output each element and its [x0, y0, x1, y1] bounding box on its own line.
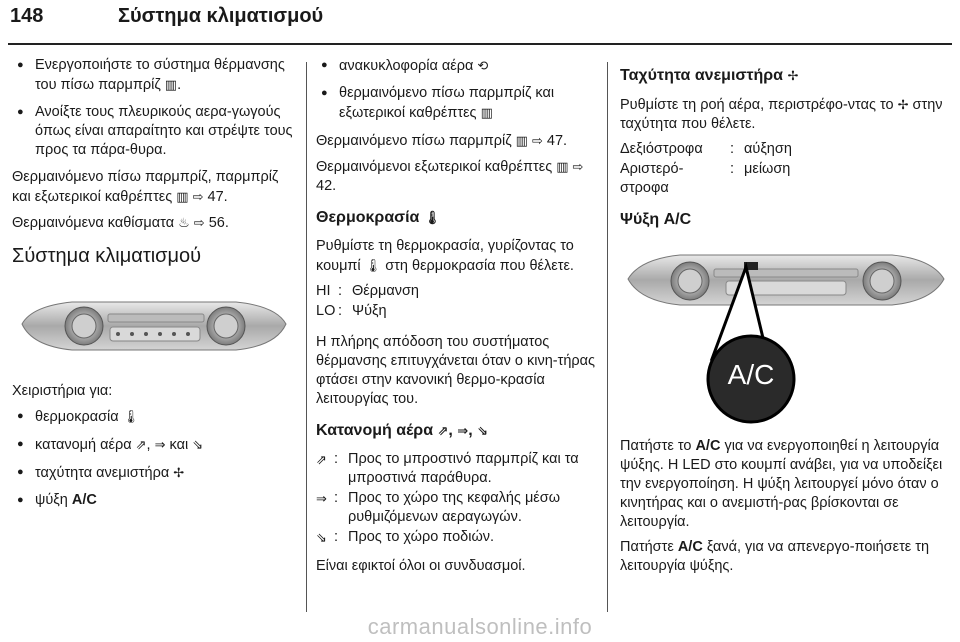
- definition-row: ⇒ : Προς το χώρο της κεφαλής μέσω ρυθμιζόμενων αεραγωγών.: [316, 490, 561, 525]
- ac-callout-label: A/C: [727, 359, 775, 390]
- paragraph: Θερμαινόμενο πίσω παρμπρίζ, παρμπρίζ και εξωτερικοί καθρέπτες ▥ ⇨ 47.: [12, 169, 279, 205]
- rear-defrost-icon: ▥: [515, 133, 528, 148]
- column-3: [620, 56, 950, 582]
- recirculation-icon: ⟲: [477, 58, 489, 73]
- column-divider-2: [607, 62, 608, 612]
- feet-airflow-icon: ⇘: [192, 437, 204, 452]
- list-item: ● ανακυκλοφορία αέρα ⟲: [316, 56, 600, 76]
- paragraph: Ρυθμίστε τη ροή αέρα, περιστρέφο-ντας το ✢ στην ταχύτητα που θέλετε.: [620, 97, 943, 132]
- thermometer-icon: 🌡: [364, 258, 382, 273]
- definition-row: Αριστερό-στροφα : μείωση: [620, 161, 791, 196]
- list-item: ● ψύξη A/C: [12, 491, 296, 510]
- definition-row: ⇗ : Προς το μπροστινό παρμπρίζ και τα μπροστινά παράθυρα.: [316, 451, 579, 486]
- paragraph: Θερμαινόμενοι εξωτερικοί καθρέπτες ▥ ⇨ 42.: [316, 159, 584, 194]
- paragraph: Θερμαινόμενα καθίσματα ♨ ⇨ 56.: [12, 215, 229, 231]
- section-heading: Κατανομή αέρα ⇗, ⇒, ⇘: [316, 422, 488, 439]
- definition-row: Δεξιόστροφα : αύξηση: [620, 141, 792, 157]
- section-heading: Ψύξη A/C: [620, 211, 692, 228]
- paragraph: Θερμαινόμενο πίσω παρμπρίζ ▥ ⇨ 47.: [316, 133, 568, 149]
- header-rule: [8, 43, 952, 45]
- seat-heat-icon: ♨: [178, 215, 190, 230]
- defrost-icon: ▥: [176, 189, 189, 204]
- head-airflow-icon: ⇒: [457, 423, 469, 438]
- page-title: Σύστημα κλιματισμού: [118, 5, 324, 27]
- feet-airflow-icon: ⇘: [477, 423, 488, 438]
- mirror-heat-icon: ▥: [556, 159, 569, 174]
- list-item: ● κατανομή αέρα ⇗, ⇒ και ⇘: [12, 435, 296, 455]
- paragraph: Η πλήρης απόδοση του συστήματος θέρμανσης επιτυγχάνεται όταν ο κινη-τήρας φτάσει στην κανονική θερμο-κρασία λειτουργίας του.: [316, 334, 596, 407]
- paragraph: Πατήστε A/C ξανά, για να απενεργο-ποιήσετε τη λειτουργία ψύξης.: [620, 539, 930, 574]
- fan-icon: ✢: [173, 465, 185, 480]
- footer-watermark: carmanualsonline.info: [367, 614, 593, 639]
- paragraph: Ρυθμίστε τη θερμοκρασία, γυρίζοντας το κουμπί 🌡 στη θερμοκρασία που θέλετε.: [316, 238, 574, 274]
- arrow-ref-icon: ⇨: [572, 159, 584, 174]
- page-number: 148: [10, 5, 44, 27]
- column-2: [316, 56, 600, 582]
- rear-defrost-icon: ▥: [480, 105, 493, 120]
- feet-airflow-icon: ⇘: [316, 530, 327, 545]
- controls-intro: Χειριστήρια για:: [12, 383, 113, 399]
- head-airflow-icon: ⇒: [154, 437, 166, 452]
- arrow-ref-icon: ⇨: [193, 215, 205, 230]
- fan-icon: ✢: [897, 97, 909, 112]
- thermometer-icon: 🌡: [423, 210, 441, 225]
- windshield-airflow-icon: ⇗: [135, 437, 147, 452]
- head-airflow-icon: ⇒: [316, 491, 327, 506]
- list-item: ● Ενεργοποιήστε το σύστημα θέρμανσης του πίσω παρμπρίζ ▥.: [12, 56, 296, 95]
- arrow-ref-icon: ⇨: [192, 189, 204, 204]
- definition-row: HI : Θέρμανση: [316, 283, 419, 299]
- definition-row: LO : Ψύξη: [316, 303, 387, 319]
- list-item: ● θερμοκρασία 🌡: [12, 407, 296, 427]
- paragraph: Πατήστε το A/C για να ενεργοποιηθεί η λειτουργία ψύξης. Η LED στο κουμπί ανάβει, για να υποδείξει την ενεργοποίηση. Η ψύξη λειτουργεί μόνο όταν ο κινητήρας και ο ανεμιστή-ρας βρίσκονται σε λειτουργία.: [620, 438, 943, 530]
- list-item: ● θερμαινόμενο πίσω παρμπρίζ και εξωτερικοί καθρέπτες ▥: [316, 84, 600, 123]
- definition-row: ⇘ : Προς το χώρο ποδιών.: [316, 529, 495, 545]
- fan-icon: ✢: [787, 68, 799, 83]
- climate-panel-illustration: [12, 266, 296, 376]
- ac-panel-illustration: [620, 239, 952, 429]
- section-heading: Σύστημα κλιματισμού: [12, 245, 202, 267]
- paragraph: Είναι εφικτοί όλοι οι συνδυασμοί.: [316, 558, 526, 574]
- section-heading: Ταχύτητα ανεμιστήρα ✢: [620, 67, 799, 84]
- column-divider-1: [306, 62, 307, 612]
- thermometer-icon: 🌡: [122, 409, 140, 424]
- windshield-airflow-icon: ⇗: [437, 423, 449, 438]
- rear-defrost-icon: ▥: [164, 77, 178, 92]
- ac-panel-drawing: [620, 239, 952, 429]
- column-1: [12, 56, 296, 518]
- list-item: ● ταχύτητα ανεμιστήρα ✢: [12, 463, 296, 483]
- section-heading: Θερμοκρασία 🌡: [316, 209, 441, 226]
- windshield-airflow-icon: ⇗: [316, 452, 327, 467]
- arrow-ref-icon: ⇨: [531, 133, 543, 148]
- list-item: ● Ανοίξτε τους πλευρικούς αερα-γωγούς όπως είναι απαραίτητο και στρέψτε τους προς τα πάρα-θυρα.: [12, 103, 296, 160]
